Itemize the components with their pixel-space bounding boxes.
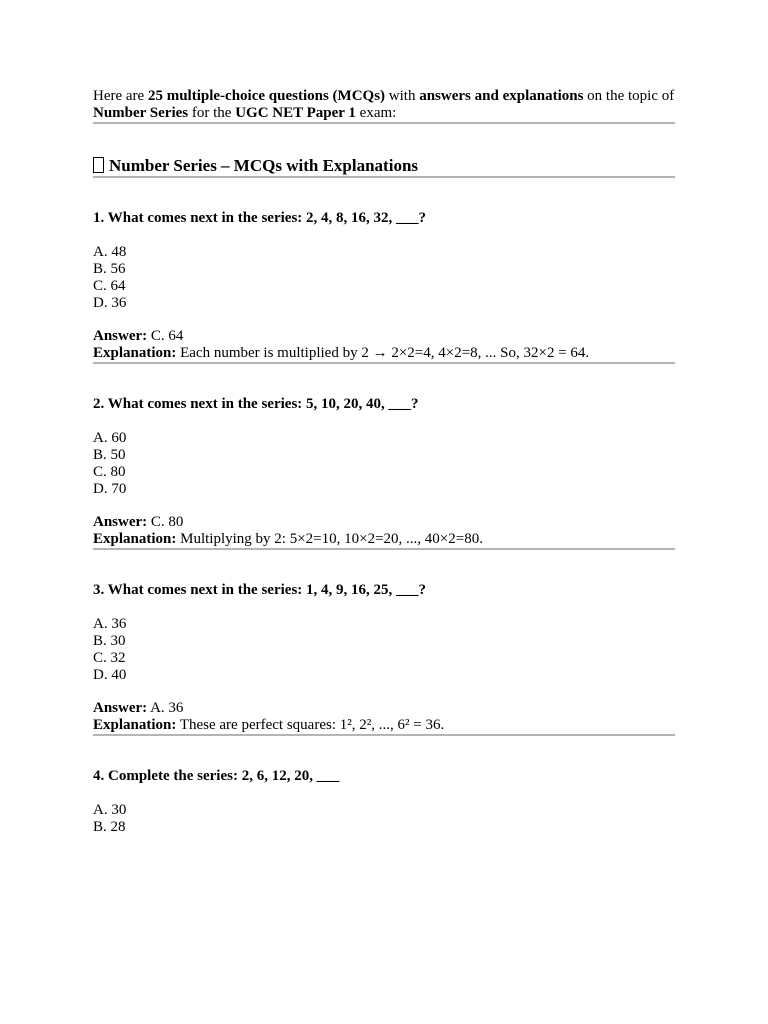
answer-block bbox=[93, 514, 675, 548]
explanation-text: Multiplying by 2: 5×2=10, 10×2=20, ..., 40×2=80. bbox=[176, 531, 483, 547]
option-c: C. 64 bbox=[93, 278, 126, 294]
document-page bbox=[93, 88, 675, 836]
section-heading bbox=[93, 156, 675, 176]
answer-label: Answer: bbox=[93, 328, 148, 344]
divider bbox=[93, 548, 675, 550]
answer-block bbox=[93, 700, 675, 734]
explanation-text: These are perfect squares: 1², 2², ..., 6² = 36. bbox=[176, 717, 445, 733]
divider bbox=[93, 362, 675, 364]
answer-value: C. 64 bbox=[147, 328, 184, 344]
divider bbox=[93, 122, 675, 124]
intro-paragraph bbox=[93, 88, 675, 122]
question-4 bbox=[93, 768, 675, 836]
intro-bold-topic: Number Series bbox=[93, 105, 189, 121]
question-2 bbox=[93, 396, 675, 550]
intro-bold-answers: answers and explanations bbox=[419, 88, 584, 104]
option-d: D. 40 bbox=[93, 667, 127, 683]
option-list bbox=[93, 244, 675, 312]
option-d: D. 36 bbox=[93, 295, 127, 311]
section-heading-text: Number Series – MCQs with Explanations bbox=[109, 156, 419, 175]
answer-line bbox=[93, 514, 675, 531]
intro-text-2: with bbox=[385, 88, 420, 104]
explanation-label: Explanation: bbox=[93, 345, 177, 361]
intro-text-3: on the topic of bbox=[583, 88, 675, 104]
option-b: B. 30 bbox=[93, 633, 126, 649]
intro-text bbox=[93, 88, 675, 122]
option-list bbox=[93, 616, 675, 684]
divider bbox=[93, 734, 675, 736]
option-a: A. 30 bbox=[93, 802, 127, 818]
question-title: 2. What comes next in the series: 5, 10, 20, 40, ___? bbox=[93, 396, 419, 412]
question-3 bbox=[93, 582, 675, 736]
answer-label: Answer: bbox=[93, 700, 148, 716]
option-b: B. 28 bbox=[93, 819, 126, 835]
intro-bold-mcqs: 25 multiple-choice questions (MCQs) bbox=[147, 88, 386, 104]
divider bbox=[93, 176, 675, 178]
intro-bold-exam: UGC NET Paper 1 bbox=[235, 105, 356, 121]
option-d: D. 70 bbox=[93, 481, 127, 497]
option-c: C. 32 bbox=[93, 650, 126, 666]
option-list bbox=[93, 430, 675, 498]
question-1 bbox=[93, 210, 675, 364]
intro-text-5: exam: bbox=[355, 105, 397, 121]
question-title: 3. What comes next in the series: 1, 4, 9, 16, 25, ___? bbox=[93, 582, 427, 598]
explanation-line bbox=[93, 531, 675, 548]
explanation-line bbox=[93, 345, 675, 362]
option-b: B. 50 bbox=[93, 447, 126, 463]
option-a: A. 60 bbox=[93, 430, 127, 446]
answer-value: A. 36 bbox=[147, 700, 184, 716]
explanation-label: Explanation: bbox=[93, 531, 177, 547]
answer-label: Answer: bbox=[93, 514, 148, 530]
question-title: 1. What comes next in the series: 2, 4, 8, 16, 32, ___? bbox=[93, 210, 427, 226]
explanation-line bbox=[93, 717, 675, 734]
option-b: B. 56 bbox=[93, 261, 126, 277]
intro-text-1: Here are bbox=[93, 88, 148, 104]
answer-line bbox=[93, 700, 675, 717]
explanation-text: Each number is multiplied by 2 → 2×2=4, 4×2=8, ... So, 32×2 = 64. bbox=[176, 345, 590, 361]
intro-text-4: for the bbox=[188, 105, 236, 121]
option-c: C. 80 bbox=[93, 464, 126, 480]
option-a: A. 48 bbox=[93, 244, 127, 260]
answer-line bbox=[93, 328, 675, 345]
missing-glyph-icon bbox=[93, 157, 104, 173]
answer-block bbox=[93, 328, 675, 362]
answer-value: C. 80 bbox=[147, 514, 184, 530]
option-list bbox=[93, 802, 675, 836]
question-title: 4. Complete the series: 2, 6, 12, 20, ___ bbox=[93, 768, 340, 784]
explanation-label: Explanation: bbox=[93, 717, 177, 733]
option-a: A. 36 bbox=[93, 616, 127, 632]
